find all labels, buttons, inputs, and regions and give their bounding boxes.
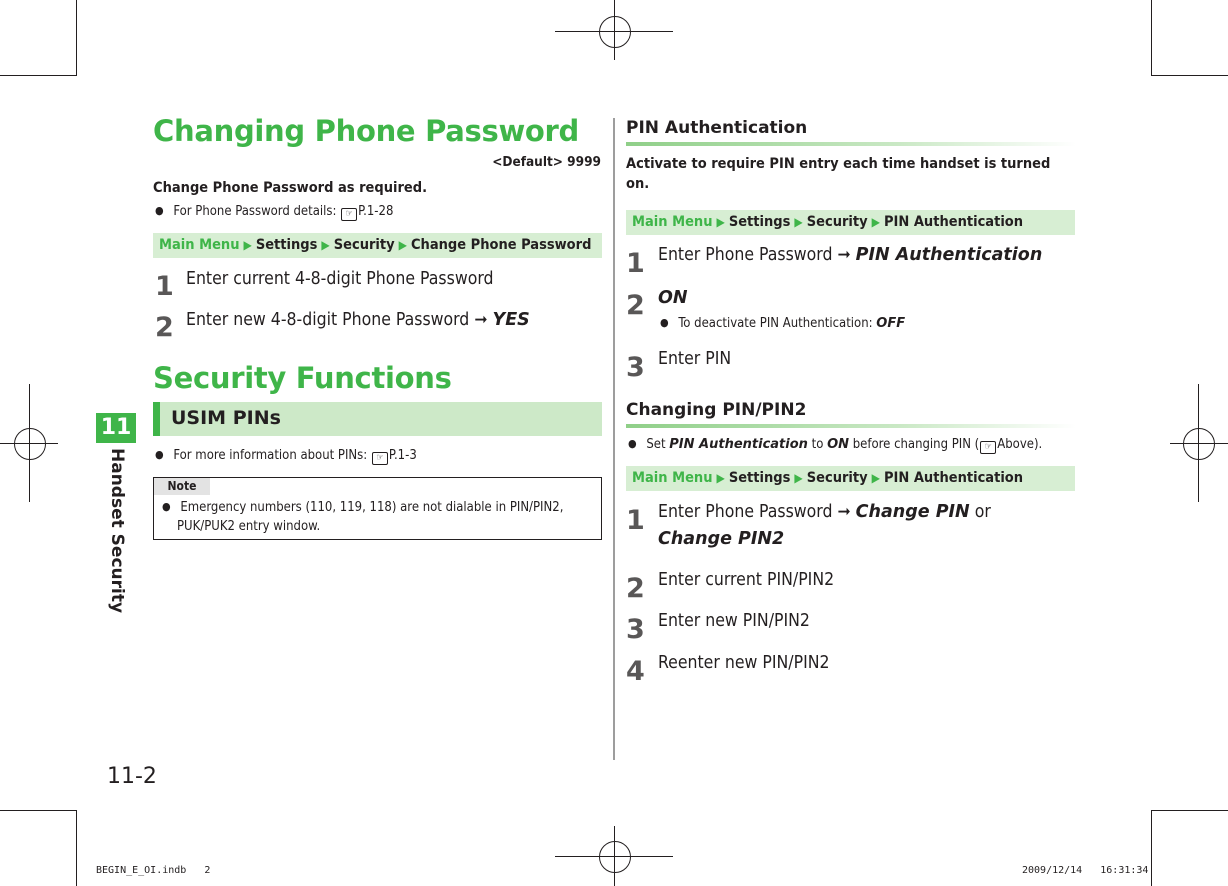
step-text: ON	[658, 288, 688, 308]
step-number: 1	[626, 505, 645, 536]
menu-path: Main Menu ▶ Settings ▶ Security ▶ Change Phone Password	[153, 233, 602, 258]
heading-rule	[626, 142, 1076, 146]
description: Activate to require PIN entry each time handset is turned	[626, 156, 1051, 172]
step-text: Enter current 4-8-digit Phone Password	[186, 269, 494, 289]
arrow-icon: ▶	[794, 215, 803, 229]
page-title: Changing Phone Password	[153, 114, 580, 148]
step-number: 3	[626, 352, 645, 383]
note-label: Note	[154, 478, 210, 495]
step-number: 1	[626, 248, 645, 279]
step-text: Enter Phone Password ➞ PIN Authentication	[658, 245, 1043, 265]
arrow-icon: ▶	[398, 238, 407, 252]
step-number: 4	[626, 656, 645, 687]
step-number: 2	[155, 312, 174, 343]
file-info: BEGIN_E_OI.indb 2	[96, 865, 211, 876]
section-heading: PIN Authentication	[626, 118, 808, 138]
chapter-label: Handset Security	[107, 448, 127, 614]
arrow-icon: ▶	[716, 471, 725, 485]
chapter-tab	[96, 413, 136, 443]
reference-line: ● For Phone Password details: ☞ P.1-28	[155, 204, 393, 220]
subsection-title: USIM PINs	[171, 407, 281, 429]
note-text: ● Emergency numbers (110, 119, 118) are not dialable in PIN/PIN2,	[162, 500, 563, 515]
reference-icon: ☞	[980, 441, 996, 454]
step-text: Reenter new PIN/PIN2	[658, 653, 830, 673]
arrow-icon: ▶	[716, 215, 725, 229]
section-title: Security Functions	[153, 361, 452, 395]
step-text: Enter new 4-8-digit Phone Password ➞ YES	[186, 310, 530, 330]
note-box	[153, 477, 602, 540]
step-note: ● To deactivate PIN Authentication: OFF	[660, 316, 905, 331]
timestamp: 2009/12/14 16:31:34	[1022, 865, 1149, 876]
default-value: <Default> 9999	[492, 154, 601, 170]
arrow-icon: ▶	[321, 238, 330, 252]
arrow-icon: ▶	[871, 471, 880, 485]
step-number: 2	[626, 290, 645, 321]
step-text: Change PIN2	[658, 529, 785, 549]
reference-icon: ☞	[372, 452, 388, 465]
step-number: 2	[626, 573, 645, 604]
intro-text: Change Phone Password as required.	[153, 180, 428, 196]
column-divider	[613, 118, 615, 760]
arrow-icon: ➞	[837, 502, 851, 522]
heading-rule	[626, 424, 1076, 428]
chapter-number: 11	[100, 415, 132, 440]
description: on.	[626, 176, 650, 192]
page-number: 11-2	[107, 764, 157, 789]
arrow-icon: ➞	[474, 310, 488, 330]
menu-path: Main Menu ▶ Settings ▶ Security ▶ PIN Authentication	[626, 210, 1075, 235]
step-text: Enter PIN	[658, 349, 732, 369]
arrow-icon: ▶	[871, 215, 880, 229]
reference-line: ● For more information about PINs: ☞ P.1-3	[155, 448, 417, 464]
subsection-bar	[153, 402, 602, 436]
precondition-line: ● Set PIN Authentication to ON before changing PIN ( ☞ Above).	[628, 437, 1042, 453]
step-text: Enter current PIN/PIN2	[658, 570, 835, 590]
reference-icon: ☞	[341, 208, 357, 221]
step-number: 1	[155, 271, 174, 302]
step-number: 3	[626, 614, 645, 645]
step-text: Enter Phone Password ➞ Change PIN or	[658, 502, 991, 522]
arrow-icon: ➞	[837, 245, 851, 265]
section-heading: Changing PIN/PIN2	[626, 400, 807, 420]
arrow-icon: ▶	[794, 471, 803, 485]
menu-path: Main Menu ▶ Settings ▶ Security ▶ PIN Authentication	[626, 466, 1075, 491]
step-text: Enter new PIN/PIN2	[658, 611, 810, 631]
arrow-icon: ▶	[243, 238, 252, 252]
note-text: PUK/PUK2 entry window.	[177, 519, 321, 534]
